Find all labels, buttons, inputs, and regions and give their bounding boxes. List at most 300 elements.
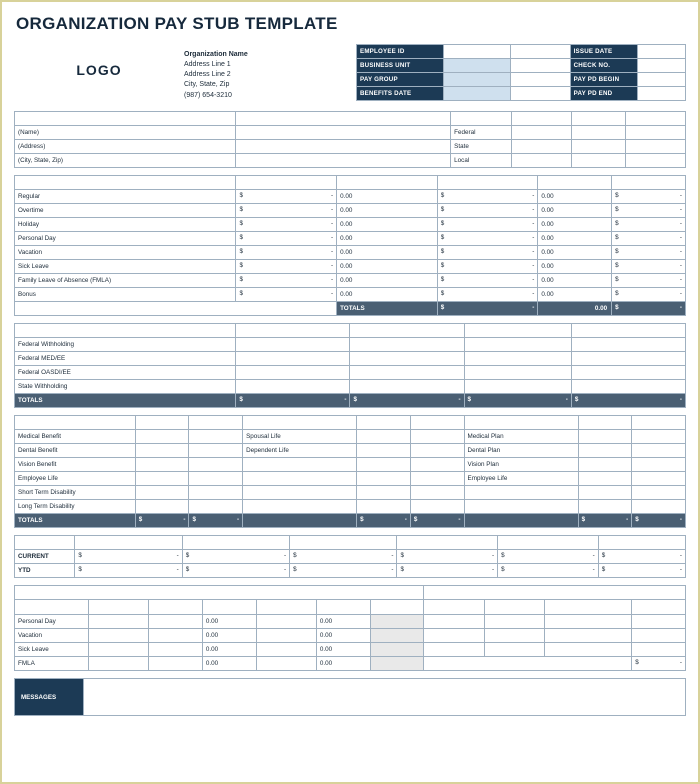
table-row (15, 486, 686, 500)
deposit-amt[interactable] (632, 643, 686, 657)
header-adjustments: ADJUSTMENTS (256, 600, 316, 615)
value: - (679, 290, 682, 297)
pay-row-ytd-hours[interactable]: 0.00 (538, 190, 612, 204)
currency-symbol: $ (239, 262, 243, 269)
pay-row-ytd-hours[interactable]: 0.00 (538, 288, 612, 302)
employer-benefit-ytd[interactable] (632, 458, 686, 472)
before-tax-current[interactable] (135, 430, 189, 444)
table-row (15, 204, 686, 218)
pay-row-ytd-pay[interactable] (612, 260, 686, 274)
pay-row-hours[interactable]: 0.00 (337, 260, 438, 274)
employee-dept-3[interactable] (236, 154, 451, 168)
value: - (176, 552, 179, 559)
pay-row-hours[interactable]: 0.00 (337, 190, 438, 204)
account-number[interactable] (544, 629, 631, 643)
before-tax-ytd[interactable] (189, 486, 243, 500)
header-gap-3 (511, 73, 570, 87)
table-header-row (15, 416, 686, 430)
organization-address1: Address Line 1 (184, 61, 231, 69)
start-balance[interactable] (88, 643, 148, 657)
end-balance: 0.00 (316, 615, 370, 629)
tax-totals-label: TOTALS (15, 394, 236, 408)
messages-input[interactable] (84, 678, 686, 716)
tax-row-ytd-taxable[interactable] (350, 338, 464, 352)
deductions-totals-row (15, 514, 686, 528)
max-carry[interactable] (370, 615, 424, 629)
max-carry[interactable] (370, 629, 424, 643)
pay-group-label: PAY GROUP (357, 73, 444, 87)
header-account-number: ACCOUNT NUMBER (544, 600, 631, 615)
currency-symbol: $ (239, 276, 243, 283)
value: - (330, 248, 334, 255)
before-tax-ytd[interactable] (189, 430, 243, 444)
pay-row-ytd-pay[interactable] (612, 246, 686, 260)
table-group-header-row (15, 586, 686, 600)
value: - (458, 396, 461, 403)
employee-name[interactable]: (Name) (15, 126, 236, 140)
summary-ytd-gross (75, 564, 182, 578)
header-gap-2 (511, 59, 570, 73)
value: - (679, 262, 682, 269)
value: - (679, 552, 682, 559)
header-acct-type: ACCT TYPE (484, 600, 544, 615)
tax-row-ytd-taxes[interactable] (571, 338, 685, 352)
tax-type-federal: Federal (451, 126, 511, 140)
after-tax-label (243, 486, 357, 500)
value: - (532, 206, 535, 213)
after-tax-ytd[interactable] (410, 472, 464, 486)
currency-symbol: $ (440, 304, 445, 311)
filing-status-federal[interactable] (511, 126, 571, 140)
leave-type-label: Vacation (15, 629, 89, 643)
after-tax-ytd[interactable] (410, 486, 464, 500)
pay-row-ytd-pay[interactable] (612, 274, 686, 288)
employee-city-state-zip[interactable]: (City, State, Zip) (15, 154, 236, 168)
tax-row-current-taxable[interactable] (236, 366, 350, 380)
table-row (15, 657, 686, 671)
table-row (15, 550, 686, 564)
pay-row-label: Personal Day (15, 232, 236, 246)
tax-row-label: Federal MED/EE (15, 352, 236, 366)
pay-row-rate[interactable] (236, 274, 337, 288)
pay-row-label: Sick Leave (15, 260, 236, 274)
after-tax-current[interactable] (357, 500, 411, 514)
tax-totals-ytd-taxable (350, 394, 464, 408)
table-row (15, 629, 686, 643)
value: - (679, 234, 682, 241)
currency-symbol: $ (601, 552, 606, 559)
before-tax-ytd[interactable] (189, 444, 243, 458)
before-tax-ytd[interactable] (189, 458, 243, 472)
value: - (679, 192, 682, 199)
pay-row-ytd-pay[interactable] (612, 288, 686, 302)
pay-row-ytd-pay[interactable] (612, 190, 686, 204)
adjustments[interactable] (256, 643, 316, 657)
pay-row-hours[interactable]: 0.00 (337, 232, 438, 246)
pay-row-hours[interactable]: 0.00 (337, 218, 438, 232)
before-tax-current[interactable] (135, 444, 189, 458)
table-row (15, 232, 686, 246)
value: - (532, 220, 535, 227)
pay-row-ytd-hours[interactable]: 0.00 (538, 274, 612, 288)
tax-row-ytd-taxable[interactable] (350, 380, 464, 394)
header-employee-information: EMPLOYEE INFORMATION (15, 112, 236, 126)
pay-row-label: Overtime (15, 204, 236, 218)
allowances-state[interactable] (571, 140, 625, 154)
adjustments[interactable] (256, 657, 316, 671)
header-deposit-amt: DEPOSIT AMT (632, 600, 686, 615)
tax-row-ytd-taxes[interactable] (571, 352, 685, 366)
addl-amount-federal[interactable] (625, 126, 685, 140)
tax-type-state: State (451, 140, 511, 154)
header-ytd-taxes: YTD TAXES (571, 324, 685, 338)
header-employer-current: CURRENT (578, 416, 632, 430)
employer-total-current (578, 514, 632, 528)
employee-id-label: EMPLOYEE ID (357, 45, 444, 59)
tax-row-current-taxable[interactable] (236, 380, 350, 394)
filing-status-local[interactable] (511, 154, 571, 168)
employer-benefit-label: Medical Plan (464, 430, 578, 444)
spent[interactable]: 0.00 (202, 657, 256, 671)
deposit-amt[interactable] (632, 629, 686, 643)
currency-symbol: $ (574, 396, 579, 403)
pay-row-pay[interactable] (437, 288, 538, 302)
employer-benefit-current[interactable] (578, 430, 632, 444)
header-max-carry: MAX CARRY (370, 600, 424, 615)
account-number[interactable] (544, 615, 631, 629)
tax-totals-row (15, 394, 686, 408)
organization-block (184, 44, 344, 101)
end-balance: 0.00 (316, 657, 370, 671)
header-current-hours: CURRENT HOURS (337, 176, 438, 190)
employer-benefit-ytd[interactable] (632, 500, 686, 514)
header-pymnt-type: PYMNT TYPE (424, 600, 484, 615)
value: - (404, 516, 407, 523)
before-tax-current[interactable] (135, 486, 189, 500)
pay-row-hours[interactable]: 0.00 (337, 246, 438, 260)
start-balance[interactable] (88, 629, 148, 643)
tax-row-ytd-taxable[interactable] (350, 352, 464, 366)
total-net-pay-value (632, 657, 686, 671)
pay-row-ytd-pay[interactable] (612, 232, 686, 246)
header-current-taxable-pay: CURRENT TAXABLE PAY (236, 324, 350, 338)
value: - (532, 304, 535, 311)
adjustments[interactable] (256, 615, 316, 629)
header-addl-amount: ADD'L AMOUNT (625, 112, 685, 126)
currency-symbol: $ (400, 552, 404, 559)
earned[interactable] (149, 643, 203, 657)
value: - (491, 552, 495, 559)
page-title: ORGANIZATION PAY STUB TEMPLATE (16, 14, 338, 33)
summary-row-label: CURRENT (15, 550, 75, 564)
tax-row-ytd-taxes[interactable] (571, 380, 685, 394)
employer-benefit-ytd[interactable] (632, 472, 686, 486)
adjustments[interactable] (256, 629, 316, 643)
before-tax-label: Employee Life (15, 472, 136, 486)
employer-benefit-current[interactable] (578, 444, 632, 458)
logo: LOGO (76, 62, 122, 78)
pay-row-rate[interactable] (236, 232, 337, 246)
currency-symbol: $ (615, 248, 619, 255)
after-tax-current[interactable] (357, 444, 411, 458)
pymnt-type[interactable] (424, 629, 484, 643)
allowances-local[interactable] (571, 154, 625, 168)
value: - (330, 192, 334, 199)
pay-row-ytd-pay[interactable] (612, 218, 686, 232)
tax-row-current-taxes[interactable] (464, 338, 571, 352)
tax-row-current-taxes[interactable] (464, 352, 571, 366)
deductions-totals-spacer-2 (464, 514, 578, 528)
header-filing-status: FILING STATUS (511, 112, 571, 126)
after-tax-label (243, 472, 357, 486)
acct-type[interactable] (484, 643, 544, 657)
pay-row-hours[interactable]: 0.00 (337, 288, 438, 302)
header-summary-blank (15, 536, 75, 550)
spent[interactable]: 0.00 (202, 629, 256, 643)
table-row (15, 458, 686, 472)
employer-benefit-label (464, 486, 578, 500)
table-row (15, 190, 686, 204)
pay-pd-end-label: PAY PD END (570, 87, 637, 101)
header-ytd-taxable-pay: YTD TAXABLE PAY (350, 324, 464, 338)
table-header-row (15, 176, 686, 190)
after-tax-current[interactable] (357, 486, 411, 500)
balances-distribution-table (14, 585, 686, 671)
pay-row-rate[interactable] (236, 204, 337, 218)
employer-benefit-current[interactable] (578, 486, 632, 500)
pay-row-pay[interactable] (437, 274, 538, 288)
currency-symbol: $ (501, 566, 505, 573)
acct-type[interactable] (484, 615, 544, 629)
pay-row-ytd-hours[interactable]: 0.00 (538, 204, 612, 218)
value: - (679, 248, 682, 255)
pay-group-value[interactable] (444, 73, 511, 87)
pay-row-hours[interactable]: 0.00 (337, 274, 438, 288)
spent[interactable]: 0.00 (202, 643, 256, 657)
pay-pd-end-value[interactable] (637, 87, 685, 101)
header-state-taxable-gross: STATE TAXABLE GROSS (290, 536, 397, 550)
table-row (357, 73, 686, 87)
pay-totals-ytd-pay (612, 302, 686, 316)
header-tax-type: TAX TYPE (451, 112, 511, 126)
currency-symbol: $ (440, 248, 445, 255)
before-tax-ytd[interactable] (189, 472, 243, 486)
after-tax-label (243, 458, 357, 472)
tax-totals-current-taxable (236, 394, 350, 408)
currency-symbol: $ (440, 262, 445, 269)
employer-benefit-current[interactable] (578, 472, 632, 486)
pay-totals-row (15, 302, 686, 316)
header-current-taxes: CURRENT TAXES (464, 324, 571, 338)
before-tax-current[interactable] (135, 500, 189, 514)
summary-ytd-taxes (397, 564, 498, 578)
end-balance: 0.00 (316, 643, 370, 657)
currency-symbol: $ (239, 192, 243, 199)
earned[interactable] (149, 657, 203, 671)
currency-symbol: $ (78, 552, 82, 559)
before-tax-current[interactable] (135, 458, 189, 472)
employer-benefit-ytd[interactable] (632, 486, 686, 500)
pymnt-type[interactable] (424, 615, 484, 629)
organization-phone: (987) 654-3210 (184, 91, 232, 99)
addl-amount-local[interactable] (625, 154, 685, 168)
currency-symbol: $ (440, 234, 445, 241)
pay-row-pay[interactable] (437, 260, 538, 274)
pay-row-ytd-hours[interactable]: 0.00 (538, 246, 612, 260)
tax-row-ytd-taxable[interactable] (350, 366, 464, 380)
tax-row-current-taxes[interactable] (464, 380, 571, 394)
after-tax-current[interactable] (357, 458, 411, 472)
before-tax-label: Dental Benefit (15, 444, 136, 458)
header-ytd-hours: YTD HOURS (538, 176, 612, 190)
value: - (679, 396, 682, 403)
employee-id-value[interactable] (444, 45, 511, 59)
addl-amount-state[interactable] (625, 140, 685, 154)
table-row (15, 274, 686, 288)
value: - (532, 248, 535, 255)
after-tax-ytd[interactable] (410, 458, 464, 472)
deductions-table (14, 415, 686, 528)
currency-symbol: $ (400, 566, 404, 573)
value: - (626, 516, 629, 523)
header-leave-type: LEAVE TYPE (15, 600, 89, 615)
pay-row-rate[interactable] (236, 218, 337, 232)
pay-row-rate[interactable] (236, 190, 337, 204)
employer-benefit-label: Vision Plan (464, 458, 578, 472)
employee-information-table (14, 111, 686, 168)
pay-row-pay[interactable] (437, 204, 538, 218)
pay-row-rate[interactable] (236, 288, 337, 302)
currency-symbol: $ (615, 262, 619, 269)
account-number[interactable] (544, 643, 631, 657)
allowances-federal[interactable] (571, 126, 625, 140)
after-tax-label: Spousal Life (243, 430, 357, 444)
summary-current-state (290, 550, 397, 564)
pay-description-table (14, 175, 686, 316)
value: - (679, 276, 682, 283)
header-fields-table (356, 44, 686, 101)
currency-symbol: $ (615, 192, 619, 199)
table-row (357, 59, 686, 73)
header-earned: EARNED (149, 600, 203, 615)
spent[interactable]: 0.00 (202, 615, 256, 629)
currency-symbol: $ (615, 220, 619, 227)
deposit-amt[interactable] (632, 615, 686, 629)
tax-row-current-taxable[interactable] (236, 338, 350, 352)
pay-row-pay[interactable] (437, 232, 538, 246)
after-tax-ytd[interactable] (410, 444, 464, 458)
header-current-pay: CURRENT PAY (437, 176, 538, 190)
employee-dept-1[interactable] (236, 126, 451, 140)
pay-row-label: Family Leave of Absence (FMLA) (15, 274, 236, 288)
pay-row-label: Holiday (15, 218, 236, 232)
employer-benefit-ytd[interactable] (632, 430, 686, 444)
earned[interactable] (149, 629, 203, 643)
employer-benefit-current[interactable] (578, 500, 632, 514)
header-net-pay: NET PAY (598, 536, 685, 550)
acct-type[interactable] (484, 629, 544, 643)
summary-ytd-federal (182, 564, 289, 578)
pay-row-hours[interactable]: 0.00 (337, 204, 438, 218)
start-balance[interactable] (88, 615, 148, 629)
value: - (344, 396, 347, 403)
tax-row-current-taxes[interactable] (464, 366, 571, 380)
currency-symbol: $ (440, 206, 445, 213)
value: - (391, 552, 394, 559)
header-after-ytd: YTD (410, 416, 464, 430)
tax-row-current-taxable[interactable] (236, 352, 350, 366)
pay-row-pay[interactable] (437, 190, 538, 204)
employer-benefit-ytd[interactable] (632, 444, 686, 458)
pay-row-ytd-hours[interactable]: 0.00 (538, 260, 612, 274)
leave-type-label: FMLA (15, 657, 89, 671)
value: - (330, 290, 334, 297)
header-tax-description: TAX DESCRIPTION (15, 324, 236, 338)
table-row (15, 154, 686, 168)
after-tax-ytd[interactable] (410, 430, 464, 444)
table-header-row (15, 112, 686, 126)
header-ytd-pay: YTD PAY (612, 176, 686, 190)
employee-address[interactable]: (Address) (15, 140, 236, 154)
employer-benefit-current[interactable] (578, 458, 632, 472)
before-tax-label: Vision Benefit (15, 458, 136, 472)
start-balance[interactable] (88, 657, 148, 671)
currency-symbol: $ (239, 234, 243, 241)
tax-totals-ytd-taxes (571, 394, 685, 408)
after-tax-current[interactable] (357, 430, 411, 444)
max-carry[interactable] (370, 657, 424, 671)
tax-row-label: Federal OASDI/EE (15, 366, 236, 380)
pay-row-label: Bonus (15, 288, 236, 302)
table-row (357, 87, 686, 101)
value: - (532, 290, 535, 297)
value: - (532, 234, 535, 241)
currency-symbol: $ (138, 516, 143, 523)
max-carry[interactable] (370, 643, 424, 657)
table-row (15, 500, 686, 514)
currency-symbol: $ (353, 396, 357, 403)
earned[interactable] (149, 615, 203, 629)
pay-row-rate[interactable] (236, 246, 337, 260)
tax-row-label: Federal Withholding (15, 338, 236, 352)
table-row (15, 352, 686, 366)
filing-status-state[interactable] (511, 140, 571, 154)
employee-dept-2[interactable] (236, 140, 451, 154)
after-tax-ytd[interactable] (410, 500, 464, 514)
benefits-date-value[interactable] (444, 87, 511, 101)
pay-row-pay[interactable] (437, 246, 538, 260)
tax-row-label: State Withholding (15, 380, 236, 394)
summary-ytd-net (598, 564, 685, 578)
currency-symbol: $ (440, 192, 445, 199)
before-tax-ytd[interactable] (189, 500, 243, 514)
pay-row-ytd-pay[interactable] (612, 204, 686, 218)
pay-row-rate[interactable] (236, 260, 337, 274)
pay-row-label: Vacation (15, 246, 236, 260)
check-no-value[interactable] (637, 59, 685, 73)
pay-row-pay[interactable] (437, 218, 538, 232)
pay-pd-begin-value[interactable] (637, 73, 685, 87)
pay-row-ytd-hours[interactable]: 0.00 (538, 218, 612, 232)
business-unit-value[interactable] (444, 59, 511, 73)
before-tax-current[interactable] (135, 472, 189, 486)
tax-row-ytd-taxes[interactable] (571, 366, 685, 380)
issue-date-value[interactable] (637, 45, 685, 59)
pay-row-ytd-hours[interactable]: 0.00 (538, 232, 612, 246)
after-tax-current[interactable] (357, 472, 411, 486)
pymnt-type[interactable] (424, 643, 484, 657)
check-no-label: CHECK NO. (570, 59, 637, 73)
